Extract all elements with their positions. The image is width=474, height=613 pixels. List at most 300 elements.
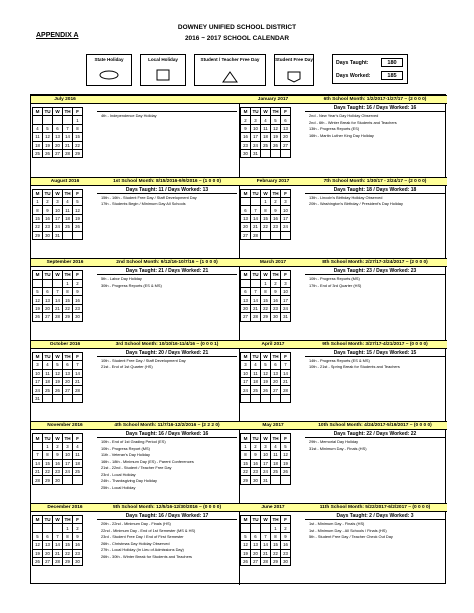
- month-calendar: [240, 352, 291, 403]
- day-cell: 4: [43, 361, 53, 369]
- weekday-header: TU: [44, 435, 51, 441]
- day-cell: 30: [73, 557, 83, 565]
- weekday-header: W: [53, 271, 63, 279]
- note-line: 5th - Student Free Day / Teacher Check Out Day: [309, 534, 393, 539]
- weekday-header: F: [281, 434, 291, 442]
- day-cell: 12: [33, 541, 43, 549]
- weekday-header: M: [33, 108, 43, 116]
- day-cell: 19: [271, 133, 281, 141]
- weekday-header: W: [261, 516, 271, 524]
- day-cell: 1: [63, 524, 73, 532]
- weekday-header: F: [281, 516, 291, 524]
- day-cell: 25: [33, 149, 43, 157]
- weekday-header: TU: [44, 517, 51, 523]
- day-cell: 24: [63, 467, 73, 475]
- note-line: 16th - Martin Luther King Day Holiday: [309, 132, 374, 138]
- day-cell: 14: [251, 214, 261, 222]
- days-summary: Days Taught: 20 / Days Worked: 21: [97, 350, 237, 357]
- day-cell: 30: [73, 313, 83, 321]
- days-summary: Days Taught: 11 / Days Worked: 13: [97, 187, 237, 194]
- day-cell: 17: [63, 459, 73, 467]
- day-cell: 6: [43, 532, 53, 540]
- day-cell: 21: [251, 223, 261, 231]
- month-notes: [101, 521, 237, 560]
- month-block: [239, 177, 447, 259]
- day-cell: 12: [53, 369, 63, 377]
- month-notes: [101, 439, 237, 491]
- day-cell: 10: [281, 287, 291, 295]
- day-cell: 14: [63, 133, 73, 141]
- day-cell: 29: [33, 231, 43, 239]
- weekday-header: TU: [44, 353, 51, 359]
- day-cell: 21: [281, 377, 291, 385]
- day-cell: 3: [281, 279, 291, 287]
- month-header: [239, 503, 447, 512]
- month-header: [31, 340, 239, 349]
- day-cell: 28: [261, 557, 271, 565]
- day-cell: 7: [53, 532, 63, 540]
- day-cell: [241, 524, 251, 532]
- day-cell: 26: [53, 386, 63, 394]
- day-cell: 20: [43, 549, 53, 557]
- day-cell: 16: [73, 541, 83, 549]
- weekday-header: TH: [272, 517, 279, 523]
- day-cell: 24: [33, 386, 43, 394]
- day-cell: 9: [271, 287, 281, 295]
- day-cell: 2: [43, 197, 53, 205]
- month-calendar: [32, 515, 83, 566]
- day-cell: 21: [63, 141, 73, 149]
- day-cell: [43, 394, 53, 402]
- note-line: 15th - 16th - Student Free Day / Staff Development Day: [101, 194, 197, 200]
- day-cell: 21: [251, 304, 261, 312]
- month-header: [31, 421, 239, 430]
- day-cell: [261, 231, 271, 239]
- day-cell: 5: [53, 361, 63, 369]
- day-cell: [271, 149, 281, 157]
- days-summary: Days Taught: 2 / Days Worked: 3: [305, 513, 445, 520]
- row-separator: [31, 258, 447, 259]
- day-cell: 31: [251, 149, 261, 157]
- day-cell: 15: [33, 214, 43, 222]
- day-cell: 20: [241, 223, 251, 231]
- day-cell: [33, 524, 43, 532]
- legend-label: State Holiday: [94, 57, 124, 62]
- day-cell: 30: [43, 231, 53, 239]
- days-summary: Days Taught: 18 / Days Worked: 18: [305, 187, 445, 194]
- note-line: 4th - Independence Day Holiday: [101, 113, 157, 118]
- day-cell: 15: [261, 296, 271, 304]
- row-separator: [31, 340, 447, 341]
- day-cell: 12: [43, 133, 53, 141]
- day-cell: 11: [33, 133, 43, 141]
- month-block: [31, 95, 239, 177]
- note-line: 10th - 21st - Spring Break for Students and Teachers: [309, 364, 400, 370]
- school-month-range: 2nd School Month: 9/12/16-10/7/16 ~ (1 0 0 0): [116, 260, 218, 266]
- day-cell: [33, 442, 43, 450]
- day-cell: 14: [251, 296, 261, 304]
- day-cell: [53, 394, 63, 402]
- month-name: November 2016: [47, 423, 83, 429]
- day-cell: 26: [33, 557, 43, 565]
- weekday-header: W: [53, 434, 63, 442]
- weekday-header: M: [33, 516, 43, 524]
- day-cell: 20: [251, 549, 261, 557]
- day-cell: [53, 279, 63, 287]
- day-cell: 17: [251, 133, 261, 141]
- day-cell: 6: [271, 361, 281, 369]
- day-cell: 3: [33, 361, 43, 369]
- school-month-range: 8th School Month: 2/27/17-3/24/2017 ~ (2 0 0 0): [322, 260, 428, 266]
- day-cell: 26: [271, 141, 281, 149]
- day-cell: 15: [261, 214, 271, 222]
- day-cell: 29: [63, 557, 73, 565]
- month-name: May 2017: [262, 423, 284, 429]
- day-cell: 17: [281, 296, 291, 304]
- note-line: 23rd - Student Free Day / End of First Semester: [101, 534, 184, 539]
- month-block: [239, 421, 447, 503]
- weekday-header: TH: [64, 109, 71, 115]
- school-month-range: 1st School Month: 8/15/2016-9/9/2016 ~ (1 0 0 0): [113, 178, 221, 184]
- day-cell: 29: [271, 557, 281, 565]
- legend-label: Student / Teacher Free Day: [200, 57, 260, 62]
- day-cell: [63, 116, 73, 124]
- day-cell: 20: [271, 377, 281, 385]
- month-block: [239, 95, 447, 177]
- month-notes: [101, 276, 237, 289]
- day-cell: 27: [63, 386, 73, 394]
- weekday-header: W: [53, 352, 63, 360]
- day-cell: [43, 524, 53, 532]
- weekday-header: TU: [252, 190, 259, 196]
- day-cell: 7: [73, 361, 83, 369]
- day-cell: [241, 197, 251, 205]
- day-cell: 5: [33, 532, 43, 540]
- note-line: 21st - 22nd - Student / Teacher Free Day: [101, 465, 172, 471]
- day-cell: 9: [241, 124, 251, 132]
- weekday-header: TU: [252, 517, 259, 523]
- month-name: February 2017: [256, 178, 290, 184]
- month-name: June 2017: [261, 505, 285, 510]
- month-notes: [101, 358, 237, 371]
- day-cell: 17: [241, 377, 251, 385]
- day-cell: 11: [271, 451, 281, 459]
- day-cell: 23: [271, 304, 281, 312]
- day-cell: 26: [43, 149, 53, 157]
- day-cell: 27: [281, 141, 291, 149]
- days-summary: Days Taught: 23 / Days Worked: 23: [305, 268, 445, 275]
- school-month-range: 10th School Month: 4/24/2017-5/19/2017 ~ (0 0 0 0): [318, 423, 432, 429]
- appendix-label: APPENDIX A: [36, 32, 79, 39]
- day-cell: 28: [73, 386, 83, 394]
- day-cell: 2: [281, 524, 291, 532]
- legend-state-holiday: [86, 54, 132, 86]
- weekday-header: M: [33, 189, 43, 197]
- day-cell: 27: [43, 557, 53, 565]
- month-notes: [101, 195, 237, 208]
- day-cell: 29: [63, 313, 73, 321]
- weekday-header: M: [241, 108, 251, 116]
- month-header: [239, 421, 447, 430]
- weekday-header: TH: [64, 435, 71, 441]
- weekday-header: TH: [272, 353, 279, 359]
- day-cell: [271, 394, 281, 402]
- day-cell: [251, 279, 261, 287]
- day-cell: 23: [53, 467, 63, 475]
- day-cell: 7: [251, 206, 261, 214]
- day-cell: [281, 476, 291, 484]
- day-cell: 20: [63, 377, 73, 385]
- note-line: 27th - Local Holiday (In Lieu of Admissions Day): [101, 547, 184, 552]
- day-cell: 5: [43, 124, 53, 132]
- day-cell: 3: [261, 442, 271, 450]
- day-cell: 3: [251, 116, 261, 124]
- day-cell: 27: [251, 557, 261, 565]
- day-cell: 8: [271, 532, 281, 540]
- note-line: 2nd - 6th - Winter Break for Students and Teachers: [309, 119, 397, 125]
- legend-label: Local Holiday: [148, 57, 178, 62]
- note-line: 26th - 30th - Winter Break for Students and Teachers: [101, 553, 192, 559]
- day-cell: 5: [271, 116, 281, 124]
- weekday-header: TH: [64, 353, 71, 359]
- day-cell: 8: [63, 287, 73, 295]
- month-block: [239, 503, 447, 585]
- day-cell: 13: [63, 369, 73, 377]
- day-cell: [53, 524, 63, 532]
- days-summary: [97, 105, 237, 112]
- day-cell: 27: [241, 231, 251, 239]
- weekday-header: F: [281, 352, 291, 360]
- day-cell: 28: [33, 476, 43, 484]
- day-cell: 14: [73, 369, 83, 377]
- day-cell: 2: [241, 116, 251, 124]
- day-cell: 11: [73, 451, 83, 459]
- day-cell: [271, 476, 281, 484]
- day-cell: 24: [281, 223, 291, 231]
- month-name: March 2017: [259, 260, 287, 266]
- days-summary: Days Taught: 22 / Days Worked: 22: [305, 431, 445, 438]
- day-cell: [261, 524, 271, 532]
- day-cell: [261, 394, 271, 402]
- days-taught-value: 180: [381, 58, 403, 67]
- weekday-header: W: [261, 434, 271, 442]
- day-cell: 13: [43, 541, 53, 549]
- day-cell: 12: [33, 296, 43, 304]
- day-cell: 26: [241, 557, 251, 565]
- day-cell: 1: [43, 442, 53, 450]
- day-cell: 12: [281, 451, 291, 459]
- calendar-title: 2016 ~ 2017 SCHOOL CALENDAR: [184, 35, 290, 42]
- day-cell: 4: [251, 361, 261, 369]
- school-month-range: 3rd School Month: 10/10/16-11/4/16 ~ (0 0 0 1): [115, 341, 219, 347]
- weekday-header: W: [261, 108, 271, 116]
- school-month-range: 9th School Month: 3/27/17-4/21/2017 ~ (0 0 0 0): [322, 341, 428, 347]
- day-cell: 26: [73, 223, 83, 231]
- day-cell: 18: [33, 141, 43, 149]
- weekday-header: TH: [64, 517, 71, 523]
- note-line: 20th - Washington's Birthday / President's Day Holiday: [309, 201, 403, 207]
- days-worked-label: Days Worked:: [336, 73, 371, 79]
- day-cell: 16: [53, 459, 63, 467]
- day-cell: 22: [33, 223, 43, 231]
- day-cell: [281, 231, 291, 239]
- month-header: [31, 95, 239, 104]
- month-notes: [309, 276, 445, 289]
- day-cell: 17: [33, 377, 43, 385]
- day-cell: 4: [261, 116, 271, 124]
- day-cell: 24: [251, 141, 261, 149]
- weekday-header: TU: [44, 190, 51, 196]
- day-cell: 1: [73, 116, 83, 124]
- day-cell: 7: [53, 287, 63, 295]
- day-cell: 10: [281, 206, 291, 214]
- day-cell: 12: [271, 124, 281, 132]
- month-name: July 2016: [54, 97, 76, 102]
- day-cell: 22: [261, 223, 271, 231]
- day-cell: 22: [43, 467, 53, 475]
- day-cell: 16: [271, 296, 281, 304]
- pentagon-icon: [287, 71, 301, 83]
- day-cell: 19: [43, 141, 53, 149]
- month-name: April 2017: [261, 341, 285, 347]
- day-cell: 1: [63, 279, 73, 287]
- month-calendar: [240, 189, 291, 240]
- day-cell: 7: [281, 361, 291, 369]
- weekday-header: TU: [44, 109, 51, 115]
- school-month-range: 7th School Month: 1/30/17 - 2/24/17 ~ (2 0 0 0): [323, 178, 427, 184]
- day-cell: [281, 149, 291, 157]
- day-cell: 10: [63, 451, 73, 459]
- school-month-range: 5th School Month: 12/5/16-12/30/2016 ~ (0 0 0 0): [112, 505, 222, 510]
- note-line: 30th - Progress Reports (ES & MS): [101, 282, 162, 288]
- day-cell: 13: [281, 124, 291, 132]
- day-cell: [73, 394, 83, 402]
- day-cell: 11: [251, 369, 261, 377]
- day-cell: 19: [281, 459, 291, 467]
- day-cell: [63, 231, 73, 239]
- weekday-header: TU: [252, 109, 259, 115]
- day-cell: [33, 279, 43, 287]
- day-cell: 23: [73, 549, 83, 557]
- day-cell: 16: [271, 214, 281, 222]
- day-cell: 16: [73, 296, 83, 304]
- day-cell: 25: [251, 386, 261, 394]
- day-cell: 6: [43, 287, 53, 295]
- day-cell: 16: [281, 541, 291, 549]
- row-separator: [31, 503, 447, 504]
- note-line: 13th - Lincoln's Birthday Holiday Observed: [309, 194, 383, 200]
- day-cell: 15: [63, 296, 73, 304]
- day-cell: 31: [33, 394, 43, 402]
- day-cell: 18: [73, 459, 83, 467]
- day-cell: 16: [241, 133, 251, 141]
- day-cell: 28: [251, 231, 261, 239]
- day-cell: [63, 476, 73, 484]
- day-cell: 2: [73, 279, 83, 287]
- weekday-header: F: [281, 189, 291, 197]
- day-cell: 17: [281, 214, 291, 222]
- weekday-header: TU: [252, 435, 259, 441]
- days-summary: Days Taught: 21 / Days Worked: 21: [97, 268, 237, 275]
- day-cell: 7: [33, 451, 43, 459]
- day-cell: 5: [33, 287, 43, 295]
- day-cell: 21: [53, 304, 63, 312]
- day-cell: 24: [241, 386, 251, 394]
- month-name: October 2016: [49, 341, 81, 347]
- calendar-grid: [30, 94, 446, 584]
- note-line: 24th - Thanksgiving Day Holiday: [101, 478, 157, 484]
- day-cell: 28: [251, 313, 261, 321]
- day-cell: 21: [33, 467, 43, 475]
- note-line: 25th - Local Holiday: [101, 484, 136, 490]
- month-calendar: [240, 107, 291, 158]
- day-cell: 10: [33, 369, 43, 377]
- month-header: [239, 340, 447, 349]
- day-cell: 13: [241, 296, 251, 304]
- day-cell: 23: [251, 467, 261, 475]
- day-cell: 24: [53, 223, 63, 231]
- day-cell: 20: [43, 304, 53, 312]
- day-cell: 5: [261, 361, 271, 369]
- day-cell: 4: [73, 442, 83, 450]
- day-cell: 25: [63, 223, 73, 231]
- day-cell: 9: [73, 532, 83, 540]
- month-name: September 2016: [46, 260, 84, 266]
- day-cell: 4: [63, 197, 73, 205]
- day-cell: 25: [43, 386, 53, 394]
- note-line: 10th - Progress Report (MS): [101, 445, 150, 451]
- day-cell: 28: [281, 386, 291, 394]
- weekday-header: F: [73, 189, 83, 197]
- day-cell: 29: [261, 313, 271, 321]
- day-cell: 31: [281, 313, 291, 321]
- weekday-header: M: [241, 516, 251, 524]
- day-cell: 15: [43, 459, 53, 467]
- day-cell: 15: [241, 459, 251, 467]
- day-cell: 22: [73, 141, 83, 149]
- day-cell: [33, 116, 43, 124]
- weekday-header: F: [73, 516, 83, 524]
- day-cell: 18: [43, 377, 53, 385]
- day-cell: 18: [271, 459, 281, 467]
- day-cell: 29: [73, 149, 83, 157]
- weekday-header: W: [53, 516, 63, 524]
- note-line: 22nd - Minimum Day - End of 1st Semester (MS & HS): [101, 527, 196, 533]
- day-cell: 7: [251, 287, 261, 295]
- day-cell: 22: [241, 467, 251, 475]
- day-cell: 14: [33, 459, 43, 467]
- day-cell: 13: [43, 296, 53, 304]
- days-summary: Days Taught: 16 / Days Worked: 16: [97, 431, 237, 438]
- day-cell: 8: [73, 124, 83, 132]
- weekday-header: M: [33, 352, 43, 360]
- note-line: 16th - 18th - Minimum Day (ES) - Parent Conferences: [101, 458, 194, 464]
- day-cell: 27: [53, 149, 63, 157]
- day-cell: 18: [63, 214, 73, 222]
- note-line: 5th - Labor Day Holiday: [101, 276, 142, 282]
- day-cell: 7: [261, 532, 271, 540]
- day-cell: 22: [261, 304, 271, 312]
- legend-local-holiday: [140, 54, 186, 86]
- month-name: August 2016: [50, 178, 80, 184]
- days-worked-value: 185: [381, 71, 403, 80]
- month-header: [31, 503, 239, 512]
- day-cell: 8: [261, 206, 271, 214]
- day-cell: 24: [281, 304, 291, 312]
- note-line: 29th - Memorial Day Holiday: [309, 439, 359, 445]
- day-cell: 14: [53, 296, 63, 304]
- row-separator: [31, 177, 447, 178]
